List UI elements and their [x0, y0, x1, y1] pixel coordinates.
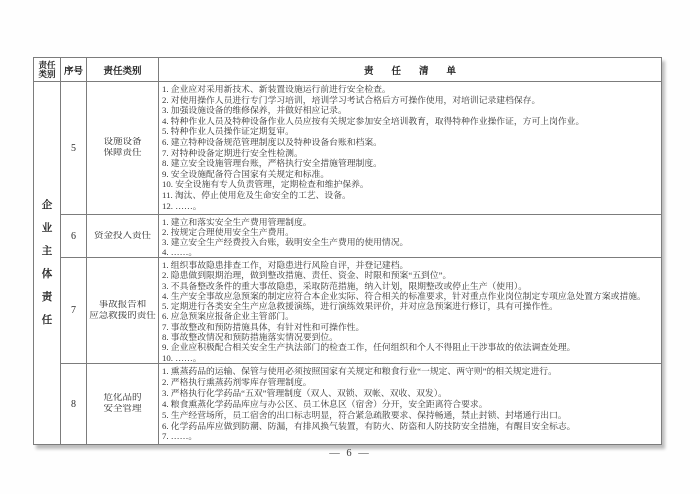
list-item: 应急救援的责任: [89, 310, 156, 321]
list-item: 11. 淘汰、停止使用危及生命安全的工艺、设备。: [162, 189, 351, 200]
vertical-label-char: 主: [41, 246, 53, 257]
list-item: 4. ……。: [162, 247, 198, 257]
table-header-row: [34, 58, 662, 82]
list-item: 2. 按规定合理使用安全生产费用。: [162, 227, 294, 237]
vertical-label-char: 任: [41, 315, 53, 326]
list-item: 7. 事故整改和预防措施具体，有针对性和可操作性。: [162, 321, 365, 332]
list-item: 资金投入责任: [93, 231, 151, 241]
vertical-label-char: 责: [41, 292, 53, 303]
list-item: 事故报告和: [98, 300, 147, 311]
row-category: [87, 364, 159, 445]
header-duty-category-group: [34, 58, 61, 82]
list-item: 6. 应急预案应报备企业主管部门。: [162, 311, 294, 322]
list-item: 8. 建立安全设施管理台账，严格执行安全措施管理制度。: [162, 158, 382, 169]
list-item: 10. 安全设施有专人负责管理，定期检查和维护保养。: [162, 179, 369, 190]
list-item: 5. 生产经营场所，员工宿舍的出口标志明显，符合紧急疏散要求、保持畅通，禁止封锁、封堵通行出口。: [162, 409, 567, 420]
row-number: 8: [61, 364, 87, 445]
list-item: 危化品的: [103, 393, 142, 404]
list-item: 3. 不具备整改条件的重大事故隐患，采取防范措施，纳入计划，限期整改或停止生产（使用）。: [162, 280, 528, 291]
list-item: 7. 对特种设备定期进行安全性检测。: [162, 147, 303, 158]
list-item: 6. 建立特种设备规范管理制度以及特种设备台账和档案。: [162, 136, 382, 147]
list-item: 5. 定期进行各类安全生产应急救援演练，进行演练效果评价，并对应急预案进行修订，具有可操作性。: [162, 301, 558, 312]
table-row: [34, 215, 662, 258]
list-item: 3. 加强设施设备的维修保养，并做好相应记录。: [162, 105, 347, 116]
list-item: 4. 粮食熏蒸化学药品库应与办公区、员工休息区（宿舍）分开，安全距离符合要求。: [162, 398, 488, 409]
list-item: 4. 生产安全事故应急预案的制定应符合本企业实际、符合相关的标准要求，针对重点作业岗位制定专项应急处置方案或措施。: [162, 290, 646, 301]
row-number: 6: [61, 215, 87, 258]
header-serial-number: 序号: [61, 58, 87, 82]
responsibility-table: [33, 57, 662, 445]
list-item: 3. 严格执行化学药品“五双”管理制度（双人、双锁、双帐、双收、双发）。: [162, 387, 447, 398]
row-items: [159, 364, 662, 445]
header-duty-type: 责任类别: [87, 58, 159, 82]
table-row: [34, 364, 662, 445]
row-items: [159, 215, 662, 258]
list-item: 10. ……。: [162, 352, 202, 363]
list-item: 5. 特种作业人员操作证定期复审。: [162, 126, 294, 137]
vertical-label-char: 体: [41, 269, 53, 280]
row-category: [87, 82, 159, 215]
category-group-cell: [34, 82, 61, 445]
row-items: [159, 82, 662, 215]
row-number: 5: [61, 82, 87, 215]
list-item: 12. ……。: [162, 200, 202, 211]
list-item: 2. 严格执行熏蒸药剂零库存管理制度。: [162, 376, 312, 387]
row-category: [87, 215, 159, 258]
header-line: 类别: [38, 68, 56, 79]
list-item: 4. 特种作业人员及特种设备作业人员应按有关规定参加安全培训教育，取得特种作业操作证，方可上岗作业。: [162, 115, 585, 126]
list-item: 3. 建立安全生产经费投入台账，载明安全生产费用的使用情况。: [162, 237, 409, 247]
header-line: 责任: [38, 59, 56, 70]
row-category: [87, 258, 159, 364]
list-item: 1. 建立和落实安全生产费用管理制度。: [162, 217, 312, 227]
list-item: 保障责任: [103, 148, 142, 158]
list-item: 9. 安全设施配备符合国家有关规定和标准。: [162, 168, 330, 179]
list-item: 设施设备: [103, 137, 142, 148]
table-row: [34, 258, 662, 364]
header-duty-list: 责任清单: [159, 58, 662, 82]
vertical-label-char: 企: [41, 200, 53, 211]
row-items: [159, 258, 662, 364]
list-item: 9. 企业应积极配合相关安全生产执法部门的检查工作，任何组织和个人不得阻止干涉事故的依法调查处理。: [162, 342, 576, 353]
list-item: 安全管理: [103, 404, 142, 414]
list-item: 2. 对使用操作人员进行专门学习培训，培训学习考试合格后方可操作使用，对培训记录建档保存。: [162, 94, 541, 105]
vertical-label-char: 业: [41, 223, 53, 234]
list-item: 8. 事故整改情况和预防措施落实情况要到位。: [162, 332, 338, 343]
list-item: 1. 组织事故隐患排查工作，对隐患进行风险自评，并登记建档。: [162, 260, 409, 270]
list-item: 2. 隐患做到限期治理，做到整改措施、责任、资金、时限和预案“五到位”。: [162, 270, 452, 281]
list-item: 6. 化学药品库应做到防潮、防漏，有排风换气装置，有防火、防盗和人防技防安全措施，有醒目安全标志。: [162, 420, 576, 431]
table-row: [34, 82, 662, 215]
list-item: 1. 企业应对采用新技术、新装置设施运行前进行安全检查。: [162, 84, 391, 94]
list-item: 7. ……。: [162, 431, 198, 442]
row-number: 7: [61, 258, 87, 364]
list-item: 1. 熏蒸药品的运输、保管与使用必须按照国家有关规定和粮食行业“一规定、两守则”的相关规定进行。: [162, 366, 557, 376]
page-number: — 6 —: [329, 448, 371, 459]
